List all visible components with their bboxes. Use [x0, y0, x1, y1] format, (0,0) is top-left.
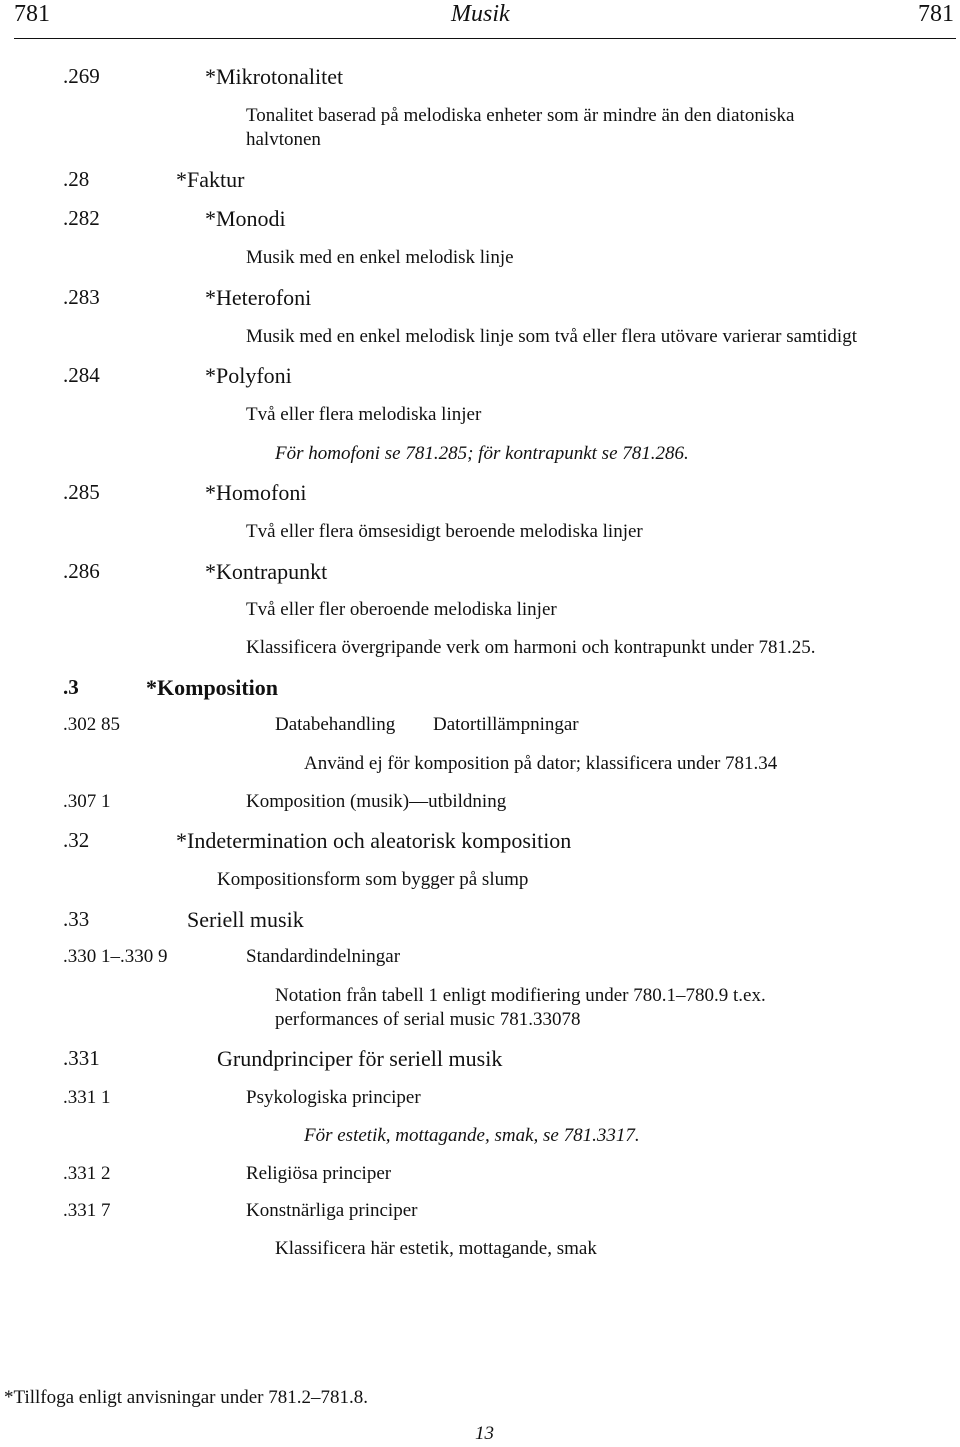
entry-heading: Standardindelningar	[246, 946, 401, 967]
entry-definition: Två eller flera ömsesidigt beroende melodiska linjer	[246, 521, 643, 542]
entry-number: .282	[63, 206, 100, 230]
entry-heading: Konstnärliga principer	[246, 1200, 418, 1221]
entry-heading: Grundprinciper för seriell musik	[217, 1046, 503, 1071]
entry-note: Notation från tabell 1 enligt modifiering under 780.1–780.9 t.ex.	[275, 985, 766, 1006]
class-here-note: Klassificera här estetik, mottagande, smak	[275, 1238, 597, 1259]
entry-number: .331 2	[63, 1163, 111, 1184]
entry-definition: Två eller fler oberoende melodiska linjer	[246, 599, 557, 620]
header-rule	[14, 38, 956, 39]
entry-heading: Komposition (musik)—utbildning	[246, 791, 507, 812]
entry-number: .330 1–.330 9	[63, 946, 168, 967]
entry-number: .283	[63, 285, 100, 309]
entry-number: .331 1	[63, 1087, 111, 1108]
entry-number: .3	[63, 675, 79, 699]
class-elsewhere-note: Klassificera övergripande verk om harmoni och kontrapunkt under 781.25.	[246, 637, 816, 658]
entry-number: .33	[63, 907, 90, 931]
entry-definition: Tonalitet baserad på melodiska enheter som är mindre än den diatoniska	[246, 105, 795, 126]
entry-heading: *Polyfoni	[205, 363, 292, 388]
footnote: *Tillfoga enligt anvisningar under 781.2–781.8.	[4, 1387, 368, 1408]
entry-definition: Kompositionsform som bygger på slump	[217, 869, 529, 890]
see-reference-note: För estetik, mottagande, smak, se 781.3317.	[304, 1125, 640, 1146]
entry-number: .284	[63, 363, 100, 387]
entry-number: .286	[63, 559, 100, 583]
entry-number: .32	[63, 828, 90, 852]
entry-heading: *Monodi	[205, 206, 286, 231]
entry-heading: *Komposition	[146, 675, 279, 700]
header-class-number-right: 781	[918, 1, 954, 27]
page-number: 13	[475, 1423, 494, 1444]
entry-definition: Två eller flera melodiska linjer	[246, 404, 482, 425]
entry-number: .331	[63, 1046, 100, 1070]
entry-heading: *Faktur	[176, 167, 245, 192]
entry-note: performances of serial music 781.33078	[275, 1009, 581, 1030]
entry-heading: *Mikrotonalitet	[205, 64, 344, 89]
entry-heading: Databehandling	[275, 714, 396, 735]
entry-number: .307 1	[63, 791, 111, 812]
entry-heading-variant: Datortillämpningar	[433, 714, 579, 735]
entry-number: .331 7	[63, 1200, 111, 1221]
entry-heading: Religiösa principer	[246, 1163, 392, 1184]
entry-definition: halvtonen	[246, 129, 321, 150]
entry-heading: *Homofoni	[205, 480, 307, 505]
entry-heading: Psykologiska principer	[246, 1087, 421, 1108]
header-title: Musik	[451, 1, 510, 27]
entry-heading: *Indetermination och aleatorisk komposition	[176, 828, 572, 853]
entry-number: .269	[63, 64, 100, 88]
entry-number: .28	[63, 167, 90, 191]
entry-number: .302 85	[63, 714, 120, 735]
header-class-number-left: 781	[14, 1, 50, 27]
entry-definition: Musik med en enkel melodisk linje	[246, 247, 514, 268]
entry-heading: *Kontrapunkt	[205, 559, 328, 584]
class-elsewhere-note: Använd ej för komposition på dator; klassificera under 781.34	[304, 753, 778, 774]
entry-definition: Musik med en enkel melodisk linje som två eller flera utövare varierar samtidigt	[246, 326, 857, 347]
entry-number: .285	[63, 480, 100, 504]
see-reference-note: För homofoni se 781.285; för kontrapunkt se 781.286.	[275, 443, 689, 464]
entry-heading: *Heterofoni	[205, 285, 312, 310]
entry-heading: Seriell musik	[187, 907, 304, 932]
